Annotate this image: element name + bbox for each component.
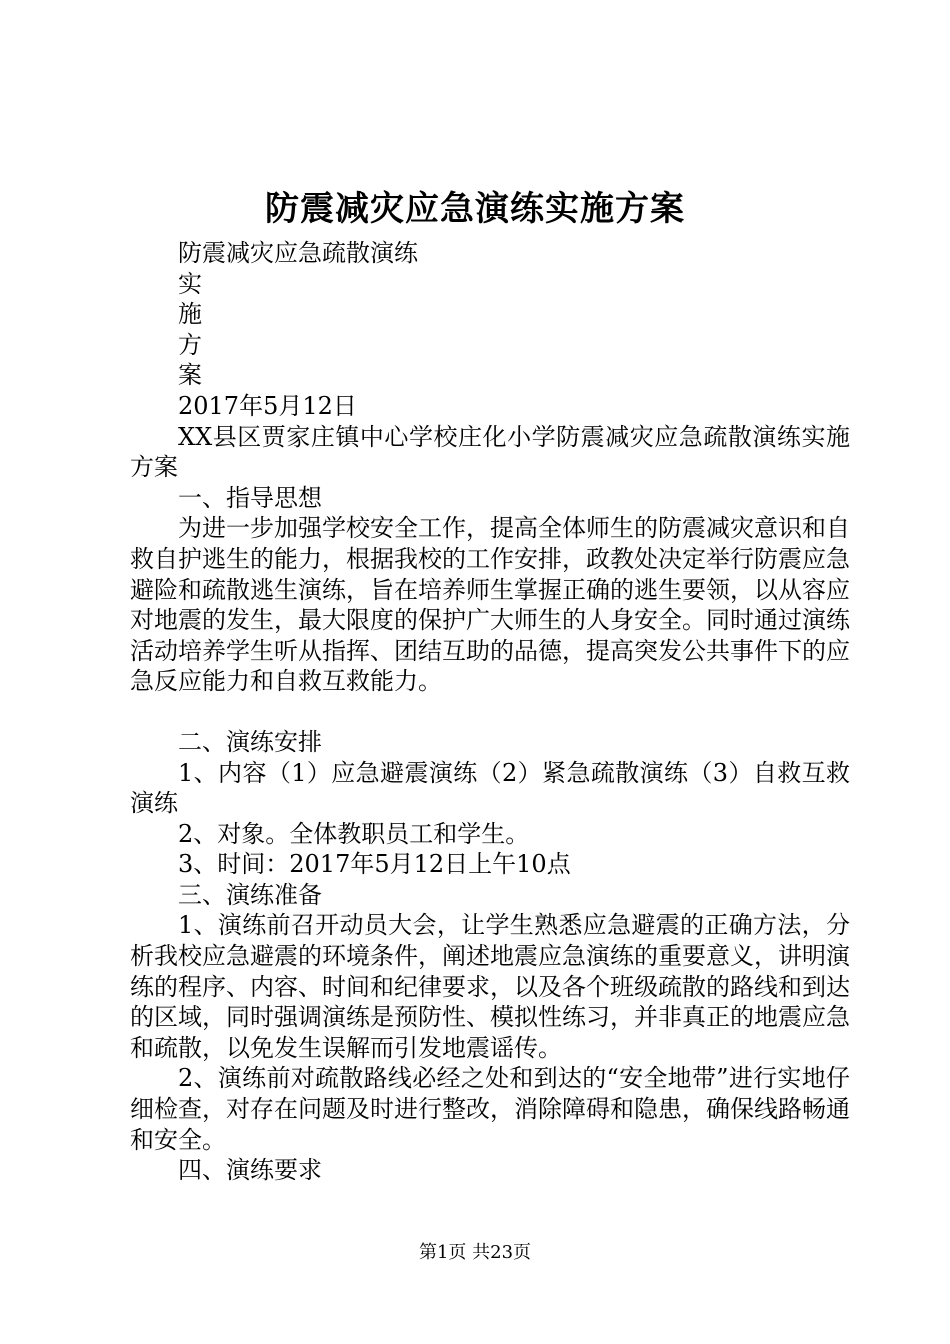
- paragraph-vertical-char: 实: [178, 269, 202, 298]
- paragraph-vertical-char: 施: [178, 300, 202, 329]
- document-title: 防震减灾应急演练实施方案: [265, 189, 685, 229]
- section-heading-preparation: 三、演练准备: [178, 880, 322, 909]
- paragraph-preparation-1: 1、演练前召开动员大会，让学生熟悉应急避震的正确方法，分析我校应急避震的环境条件，阐述地震应急演练的重要意义，讲明演练的程序、内容、时间和纪律要求，以及各个班级疏散的路线和到达的区域，同时强调演练是预防性、模拟性练习，并非真正的地震应急和疏散，以免发生误解而引发地震谣传。: [130, 911, 850, 1062]
- paragraph-arrangement-time: 3、时间：2017年5月12日上午10点: [178, 850, 571, 879]
- paragraph-arrangement-content: 1、内容（1）应急避震演练（2）紧急疏散演练（3）自救互救演练: [130, 758, 850, 818]
- paragraph-arrangement-object: 2、对象。全体教职员工和学生。: [178, 819, 530, 848]
- section-heading-arrangement: 二、演练安排: [178, 727, 322, 756]
- paragraph-vertical-char: 方: [178, 330, 202, 359]
- paragraph-guiding-ideology: 为进一步加强学校安全工作，提高全体师生的防震减灾意识和自救自护逃生的能力，根据我校的工作安排，政教处决定举行防震应急避险和疏散逃生演练，旨在培养师生掌握正确的逃生要领，以从容应对地震的发生，最大限度的保护广大师生的人身安全。同时通过演练活动培养学生听从指挥、团结互助的品德，提高突发公共事件下的应急反应能力和自救互救能力。: [130, 514, 850, 696]
- paragraph-subtitle: 防震减灾应急疏散演练: [178, 239, 418, 267]
- page-footer: 第1页 共23页: [418, 1242, 532, 1263]
- paragraph-school-plan-title: XX县区贾家庄镇中心学校庄化小学防震减灾应急疏散演练实施方案: [130, 422, 850, 482]
- document-body: [130, 238, 850, 1186]
- paragraph-date: 2017年5月12日: [178, 391, 357, 420]
- paragraph-preparation-2: 2、演练前对疏散路线必经之处和到达的“安全地带”进行实地仔细检查，对存在问题及时进行整改，消除障碍和隐患，确保线路畅通和安全。: [130, 1064, 850, 1154]
- paragraph-vertical-char: 案: [178, 361, 202, 390]
- section-heading-requirements: 四、演练要求: [178, 1156, 322, 1185]
- section-heading-guiding-ideology: 一、指导思想: [178, 483, 322, 512]
